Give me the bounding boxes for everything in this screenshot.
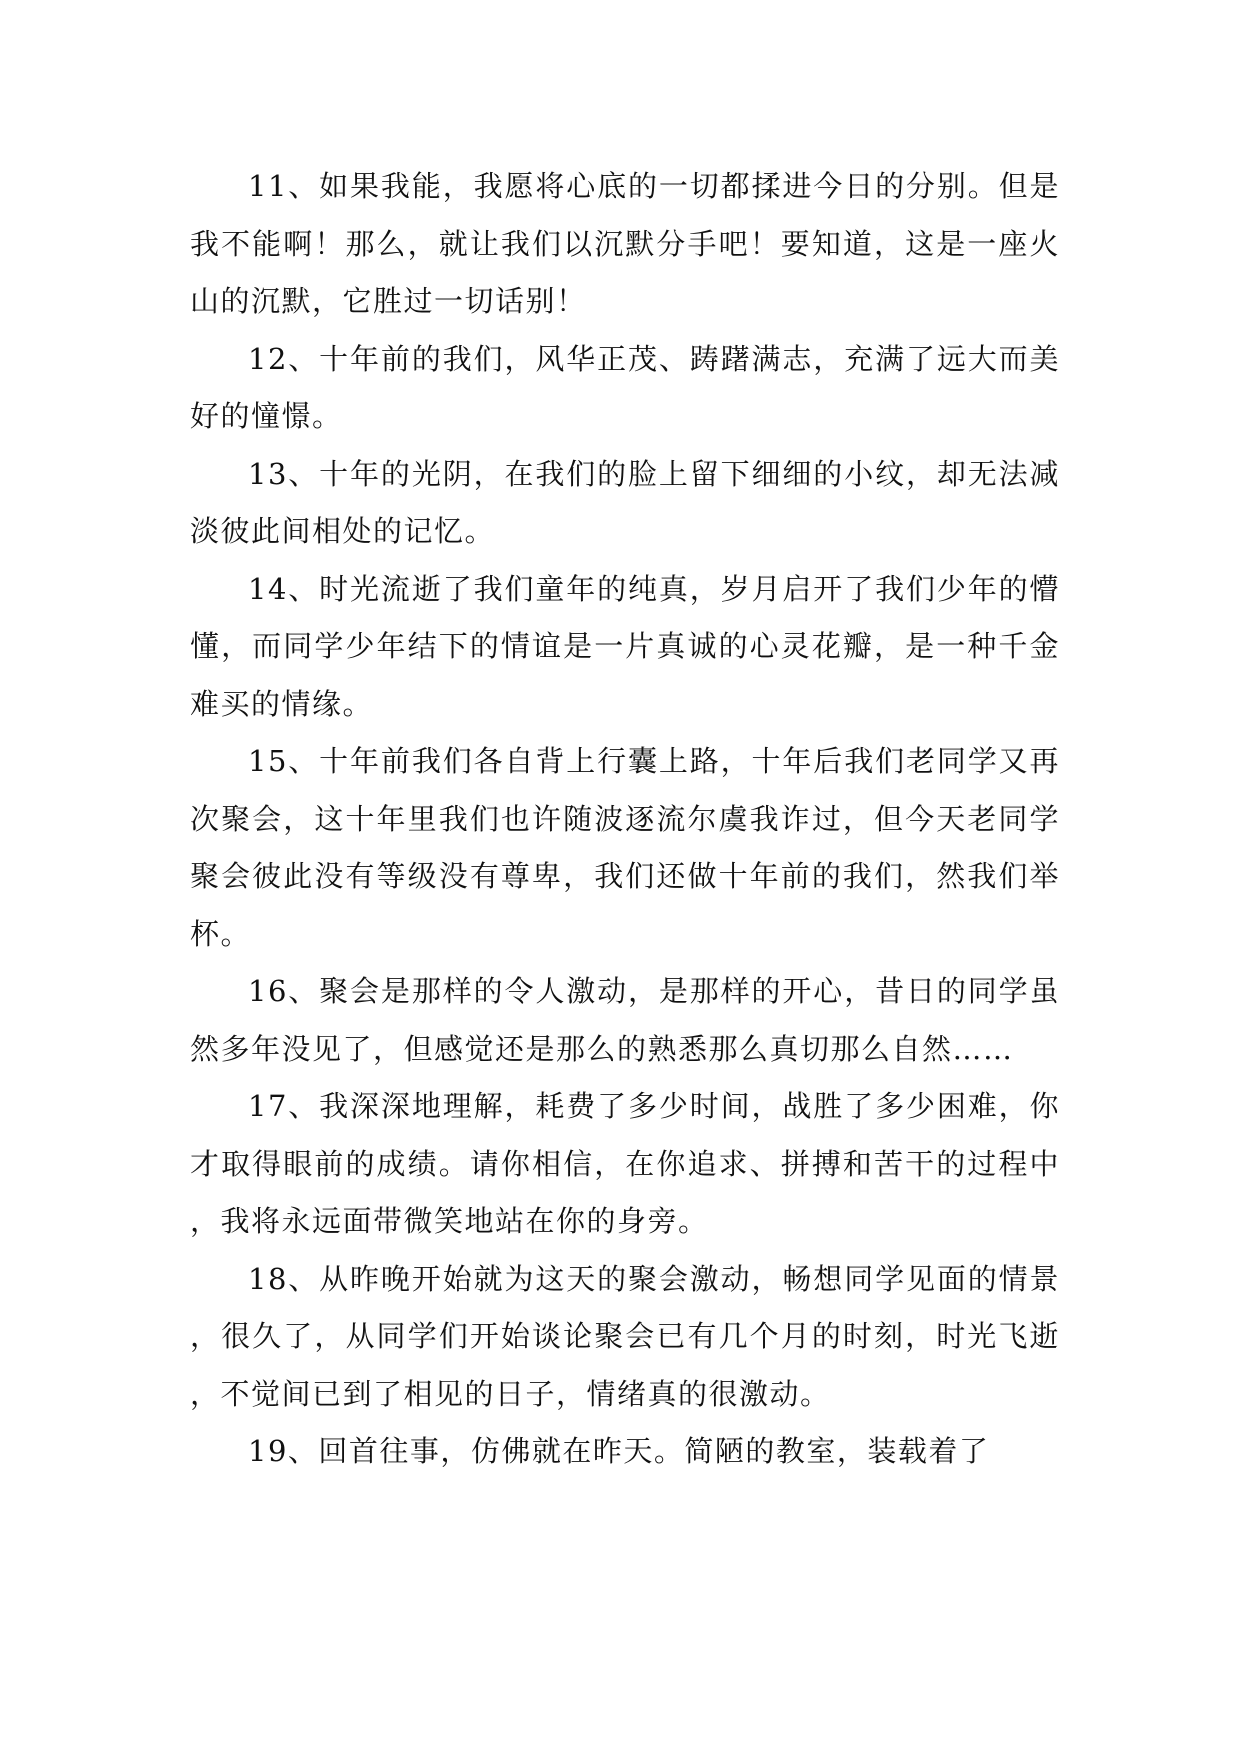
paragraph-13: 13、十年的光阴，在我们的脸上留下细细的小纹，却无法减淡彼此间相处的记忆。 <box>190 456 1060 548</box>
document-body <box>190 158 1060 1481</box>
paragraph-18: 18、从昨晚开始就为这天的聚会激动，畅想同学见面的情景，很久了，从同学们开始谈论聚会已有几个月的时刻，时光飞逝，不觉间已到了相见的日子，情绪真的很激动。 <box>190 1261 1060 1411</box>
paragraph-11: 11、如果我能，我愿将心底的一切都揉进今日的分别。但是我不能啊！那么，就让我们以沉默分手吧！要知道，这是一座火山的沉默，它胜过一切话别！ <box>190 169 1060 318</box>
paragraph-12: 12、十年前的我们，风华正茂、踌躇满志，充满了远大而美好的憧憬。 <box>190 341 1060 433</box>
paragraph-17: 17、我深深地理解，耗费了多少时间，战胜了多少困难，你才取得眼前的成绩。请你相信，在你追求、拼搏和苦干的过程中，我将永远面带微笑地站在你的身旁。 <box>190 1089 1060 1238</box>
paragraph-15: 15、十年前我们各自背上行囊上路，十年后我们老同学又再次聚会，这十年里我们也许随波逐流尔虞我诈过，但今天老同学聚会彼此没有等级没有尊卑，我们还做十年前的我们，然我们举杯。 <box>190 744 1060 951</box>
paragraph-14: 14、时光流逝了我们童年的纯真，岁月启开了我们少年的懵懂，而同学少年结下的情谊是一片真诚的心灵花瓣，是一种千金难买的情缘。 <box>190 571 1060 721</box>
paragraph-16: 16、聚会是那样的令人激动，是那样的开心，昔日的同学虽然多年没见了，但感觉还是那么的熟悉那么真切那么自然…… <box>190 974 1060 1066</box>
paragraph-19: 19、回首往事，仿佛就在昨天。简陋的教室，装载着了 <box>248 1434 990 1468</box>
